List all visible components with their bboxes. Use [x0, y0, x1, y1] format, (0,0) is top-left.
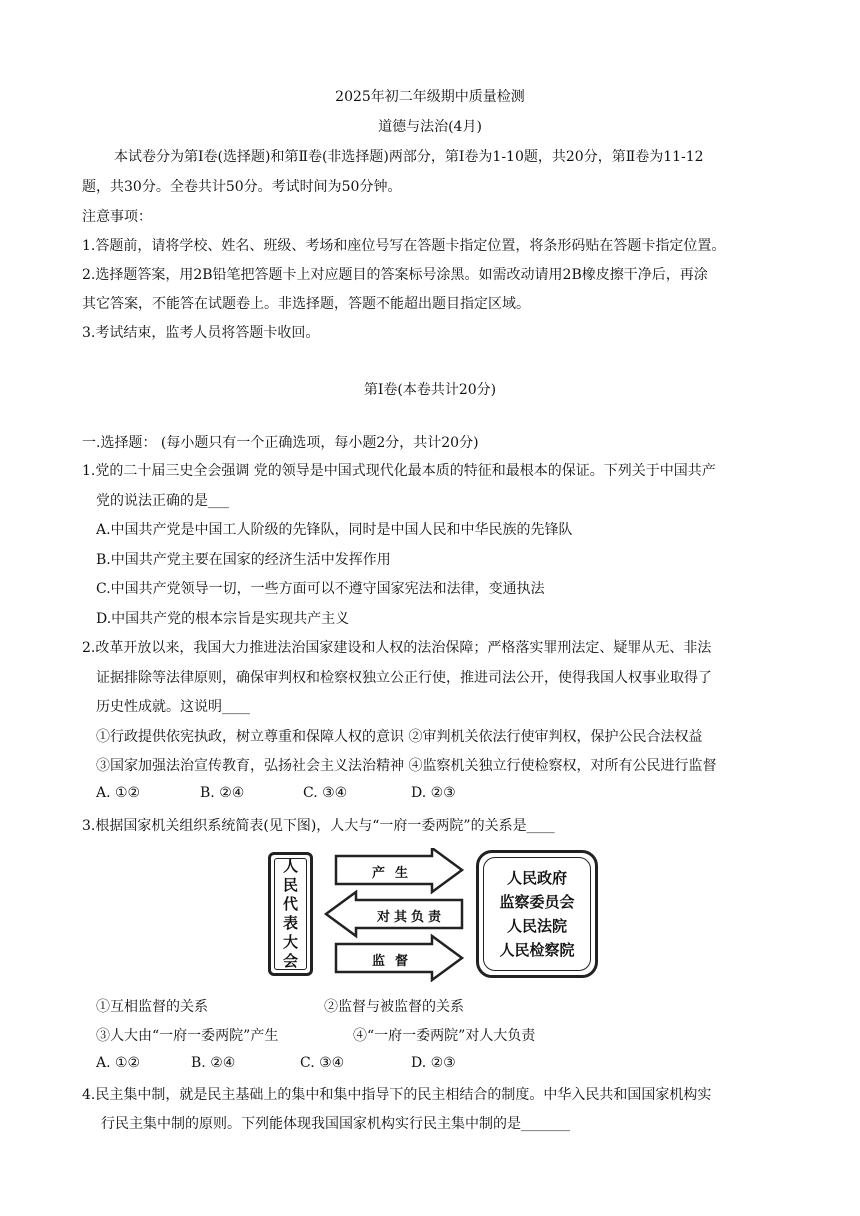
organ-procuratorate: 人民检察院 [499, 941, 575, 959]
q3-statement-1: ①互相监督的关系 [96, 999, 208, 1015]
arrow-label-supervise: 监督 [371, 954, 418, 969]
q2-option-d: D. ②③ [411, 785, 456, 801]
part1-heading: 第Ⅰ卷(本卷共计20分) [363, 382, 497, 398]
section-heading: 一.选择题： (每小题只有一个正确选项，每小题2分，共计20分) [82, 435, 479, 451]
organ-government: 人民政府 [506, 869, 567, 887]
note-1: 1.答题前，请将学校、姓名、班级、考场和座位号写在答题卡指定位置，将条形码贴在答题卡指定位置。 [82, 238, 726, 254]
q2-option-a: A. ①② [96, 785, 141, 801]
note-3: 3.考试结束，监考人员将答题卡收回。 [82, 325, 320, 341]
q3-option-d: D. ②③ [411, 1055, 456, 1071]
npc-char: 表 [282, 914, 298, 932]
q3-statement-3: ③人大由“一府一委两院”产生 [96, 1028, 279, 1044]
q2-option-c: C. ③④ [303, 785, 348, 801]
q4-stem-line-1: 4.民主集中制，就是民主基础上的集中和集中指导下的民主相结合的制度。中华入民共和国国家机构实 [82, 1087, 712, 1103]
organs-box [476, 850, 598, 978]
q1-option-a: A.中国共产党是中国工人阶级的先锋队，同时是中国人民和中华民族的先锋队 [96, 522, 573, 538]
notes-heading: 注意事项： [82, 209, 152, 225]
exam-title: 2025年初二年级期中质量检测 [335, 89, 525, 105]
npc-char: 大 [282, 933, 298, 951]
organ-court: 人民法院 [506, 917, 567, 935]
q3-statement-4: ④“一府一委两院”对人大负责 [353, 1028, 536, 1044]
q1-stem-line-2: 党的说法正确的是___ [96, 493, 229, 509]
q1-option-b: B.中国共产党主要在国家的经济生活中发挥作用 [96, 552, 391, 568]
organ-supervision: 监察委员会 [499, 893, 575, 911]
q4-stem-line-2: 行民主集中制的原则。下列能体现我国国家机构实行民主集中制的是_______ [101, 1116, 570, 1132]
q1-option-d: D.中国共产党的根本宗旨是实现共产主义 [96, 611, 350, 627]
q1-stem-line-1: 1.党的二十届三史全会强调 党的领导是中国式现代化最本质的特征和最根本的保证。下列关于中国共产 [82, 463, 716, 479]
q2-option-b: B. ②④ [200, 785, 245, 801]
note-2-line-2: 其它答案，不能答在试题卷上。非选择题，答题不能超出题目指定区域。 [82, 296, 530, 312]
q2-stem-line-3: 历史性成就。这说明____ [96, 699, 250, 715]
arrow-label-responsible: 对其负责 [376, 910, 445, 925]
q3-stem: 3.根据国家机关组织系统简表(见下图)，人大与“一府一委两院”的关系是____ [82, 818, 555, 834]
note-2-line-1: 2.选择题答案，用2B铅笔把答题卡上对应题目的答案标号涂黑。如需改动请用2B橡皮擦干净后，再涂 [82, 267, 708, 283]
state-organ-diagram [264, 848, 600, 982]
q1-option-c: C.中国共产党领导一切，一些方面可以不遵守国家宪法和法律，变通执法 [96, 581, 545, 597]
intro-line-2: 题，共30分。全卷共计50分。考试时间为50分钟。 [82, 179, 402, 195]
npc-char: 民 [282, 876, 298, 894]
q2-stem-line-2: 证据排除等法律原则，确保审判权和检察权独立公正行使，推进司法公开，使得我国人权事业取得了 [96, 670, 712, 686]
arrow-label-produce: 产生 [371, 866, 418, 881]
npc-char: 代 [282, 895, 298, 913]
npc-char: 人 [282, 857, 298, 875]
q2-statement-3-4: ③国家加强法治宣传教育，弘扬社会主义法治精神 ④监察机关独立行使检察权，对所有公民进行监督 [96, 758, 717, 774]
exam-subject: 道德与法治(4月) [378, 119, 482, 135]
q2-statement-1-2: ①行政提供依宪执政，树立尊重和保障人权的意识 ②审判机关依法行使审判权，保护公民合法权益 [96, 729, 703, 745]
intro-line-1: 本试卷分为第Ⅰ卷(选择题)和第Ⅱ卷(非选择题)两部分，第Ⅰ卷为1-10题，共20分，第Ⅱ卷为11-12 [114, 149, 704, 165]
q3-option-a: A. ①② [96, 1055, 141, 1071]
q3-statement-2: ②监督与被监督的关系 [324, 999, 464, 1015]
q3-option-b: B. ②④ [191, 1055, 236, 1071]
q3-option-c: C. ③④ [300, 1055, 345, 1071]
npc-char: 会 [282, 952, 298, 970]
q2-stem-line-1: 2.改革开放以来，我国大力推进法治国家建设和人权的法治保障；严格落实罪刑法定、疑罪从无、非法 [82, 640, 712, 656]
